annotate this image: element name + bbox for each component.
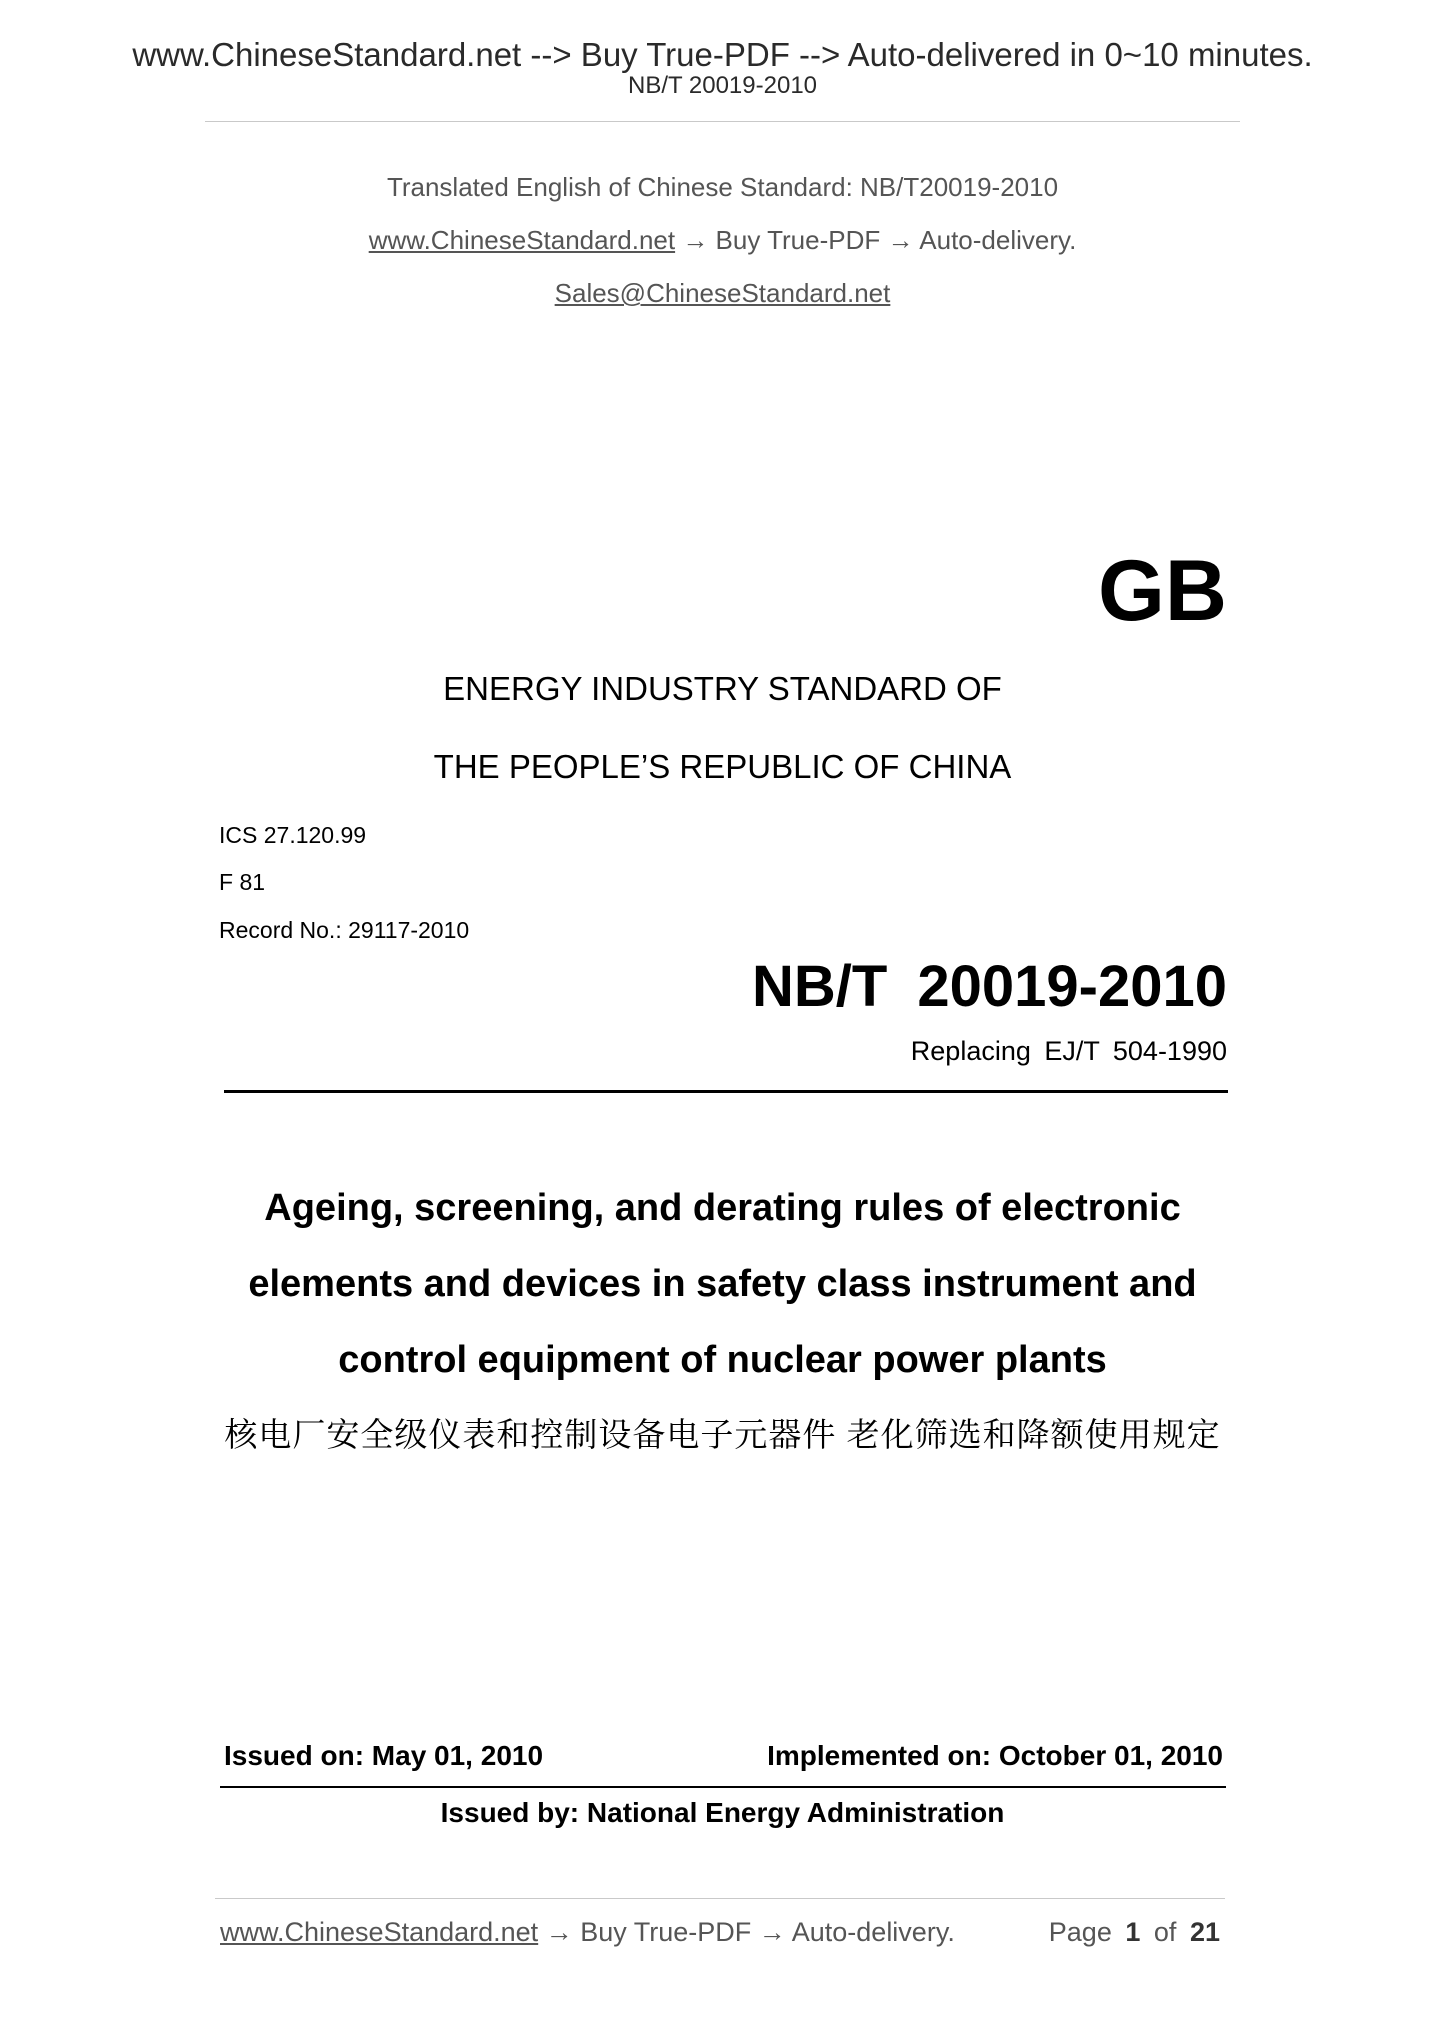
header-divider [205,121,1240,122]
page-indicator [1049,1917,1220,1948]
footer-site-suffix: → Buy True-PDF → Auto-delivery. [538,1917,955,1947]
title-line-2: elements and devices in safety class instrument and [248,1263,1197,1305]
translation-site-line [0,225,1445,256]
record-number: Record No.: 29117-2010 [219,917,470,943]
title-line-3: control equipment of nuclear power plants [338,1339,1107,1381]
main-divider [224,1090,1228,1093]
page-total: 21 [1189,1917,1220,1947]
site-link-suffix: → Buy True-PDF → Auto-delivery. [682,225,1077,255]
page-label: Page [1048,1917,1112,1947]
page-current: 1 [1125,1917,1141,1947]
ics-code: ICS 27.120.99 [219,822,367,848]
issued-on: Issued on: May 01, 2010 [224,1740,544,1771]
standard-org-line-1: ENERGY INDUSTRY STANDARD OF [443,670,1002,707]
replacing-note: Replacing EJ/T 504-1990 [910,1036,1227,1066]
title-line-1: Ageing, screening, and derating rules of electronic [264,1187,1181,1229]
gb-mark: GB [1098,543,1227,639]
email-link[interactable]: Sales@ChineseStandard.net [554,278,891,308]
chinese-title: 核电厂安全级仪表和控制设备电子元器件 老化筛选和降额使用规定 [224,1416,1221,1453]
ccs-code: F 81 [219,869,266,895]
page-of: of [1153,1917,1177,1947]
footer-site-link[interactable]: www.ChineseStandard.net [220,1917,539,1947]
implemented-on: Implemented on: October 01, 2010 [767,1740,1223,1771]
footer-divider [215,1898,1225,1899]
standard-number: NB/T 20019-2010 [751,954,1227,1019]
issue-divider [220,1786,1226,1788]
email-line [0,278,1445,309]
header-doc-code: NB/T 20019-2010 [627,72,818,99]
standard-org-line-2: THE PEOPLE’S REPUBLIC OF CHINA [433,748,1012,785]
footer-site-line [220,1917,955,1948]
document-title [0,1170,1445,1398]
header-banner: www.ChineseStandard.net --> Buy True-PDF --> Auto-delivered in 0~10 minutes. [132,36,1313,73]
issued-by: Issued by: National Energy Administration [440,1797,1005,1828]
site-link[interactable]: www.ChineseStandard.net [368,225,676,255]
translation-title: Translated English of Chinese Standard: NB/T20019-2010 [386,172,1059,202]
